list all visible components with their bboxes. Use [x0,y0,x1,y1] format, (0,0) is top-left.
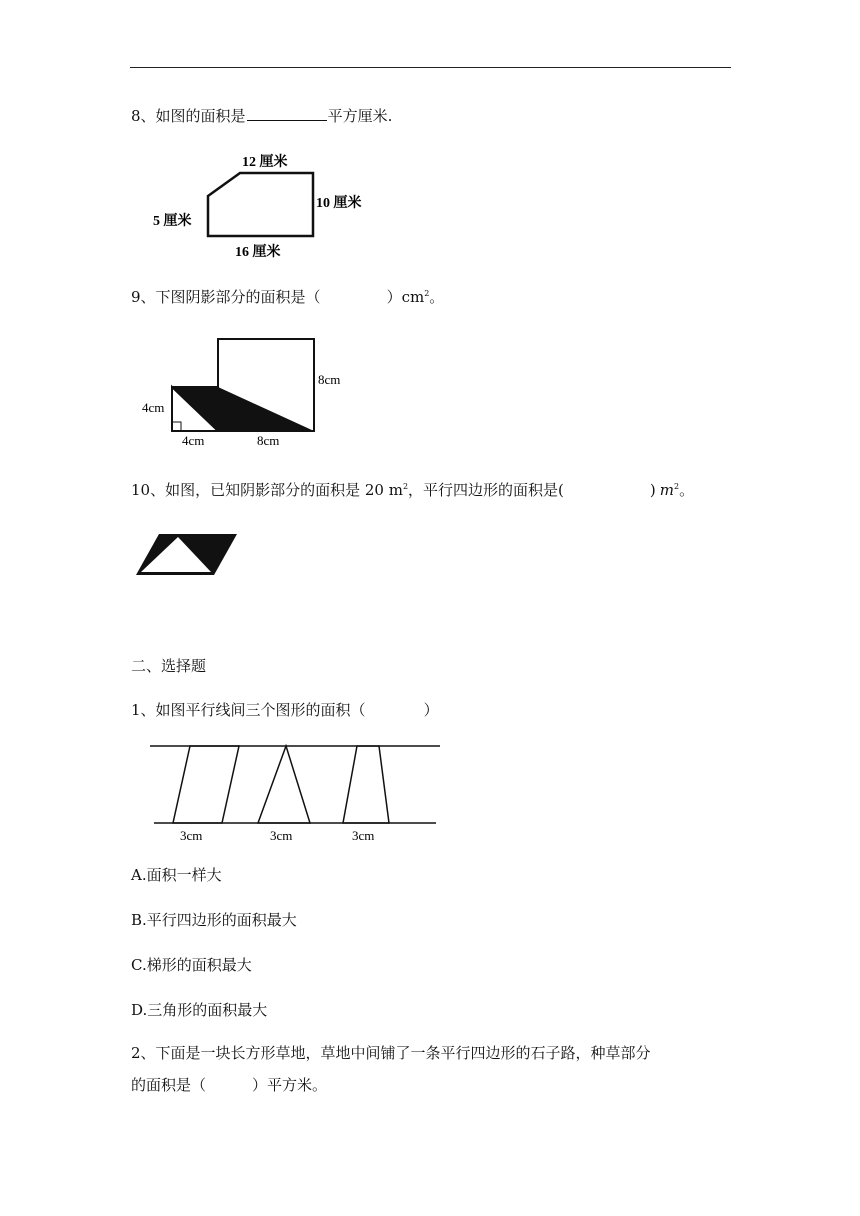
question-10 [131,480,694,500]
option-c[interactable]: C.梯形的面积最大 [131,956,252,974]
option-b[interactable]: B.平行四边形的面积最大 [131,911,297,929]
question-text-mid: ，平行四边形的面积是( [408,481,564,499]
figure-q10 [136,533,241,578]
unit: m [659,481,674,499]
question-text: 的面积是（ [131,1076,207,1094]
question-text-after: ）平方米。 [252,1076,328,1094]
exponent: 2 [402,482,409,491]
label-right: 10 厘米 [316,196,362,211]
question-9 [131,287,444,307]
label-left: 5 厘米 [153,214,192,229]
choice-question-2-line2 [131,1075,327,1095]
question-number: 10、 [131,481,166,499]
question-8 [131,106,392,126]
question-text: 下图阴影部分的面积是（ [155,288,321,306]
question-text: 1、 [131,701,156,719]
figure-c1 [150,740,442,844]
section-title: 二、选择题 [131,657,207,675]
question-text-body: 如图平行线间三个图形的面积（ [155,701,366,719]
period: 。 [429,288,445,306]
figure-q9 [140,337,360,452]
label-bottom-left: 4cm [182,433,205,448]
label-top: 12 厘米 [242,155,288,170]
label-parallelogram: 3cm [180,828,203,843]
option-d[interactable]: D.三角形的面积最大 [131,1001,268,1019]
choice-question-2-line1: 2、下面是一块长方形草地，草地中间铺了一条平行四边形的石子路，种草部分 [131,1044,651,1062]
top-rule [130,67,731,68]
trapezoid [343,746,389,823]
question-number: 9、 [131,288,156,306]
label-left: 4cm [142,400,165,415]
label-right: 8cm [318,372,341,387]
label-trapezoid: 3cm [352,828,375,843]
exponent: 2 [674,482,680,491]
label-bottom: 16 厘米 [235,245,281,260]
question-text-after: ) [649,481,656,499]
parallelogram [173,746,239,823]
question-text-after: ）cm [386,288,425,306]
question-text: 如图的面积是 [155,107,246,125]
pentagon-shape [208,173,313,236]
triangle [258,746,310,823]
label-bottom-right: 8cm [257,433,280,448]
question-text: 如图，已知阴影部分的面积是 20 m [165,481,403,499]
question-number: 8、 [131,107,156,125]
choice-question-1 [131,700,439,720]
option-a[interactable]: A.面积一样大 [131,866,222,884]
question-text-after: ） [423,701,439,719]
figure-q8 [150,148,380,263]
answer-blank[interactable] [247,106,327,121]
period: 。 [679,481,695,499]
exponent: 2 [424,289,430,298]
question-text-after: 平方厘米. [327,107,393,125]
label-triangle: 3cm [270,828,293,843]
